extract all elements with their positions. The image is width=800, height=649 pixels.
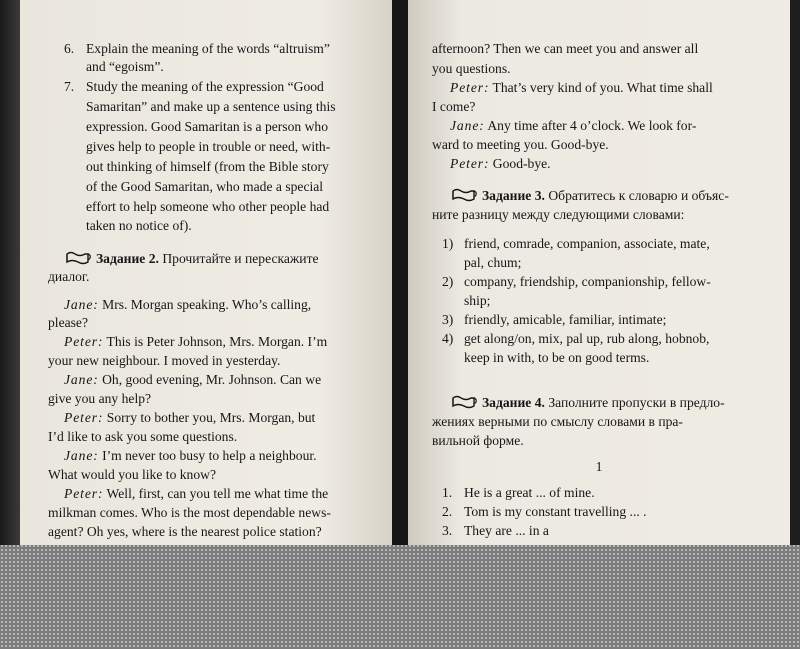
dialogue-line: your new neighbour. I moved in yesterday. — [48, 353, 281, 368]
task-2-instruction: Прочитайте и перескажите — [162, 251, 319, 266]
left-book-edge — [0, 0, 20, 545]
list-item-number: 3. — [442, 523, 453, 538]
item-7-line: gives help to people in trouble or need, with- — [86, 139, 331, 154]
dialogue-line: give you any help? — [48, 391, 152, 406]
dialogue-line: Peter: Well, first, can you tell me what time the — [64, 486, 329, 501]
task-4-label: Задание 4. — [482, 395, 545, 410]
item-7-number: 7. — [64, 79, 75, 94]
dialogue-line: I’d like to ask you some questions. — [48, 429, 238, 444]
section-number: 1 — [595, 459, 603, 474]
task-3-heading — [450, 187, 729, 208]
task-3-label: Задание 3. — [482, 188, 545, 203]
right-page — [408, 0, 790, 545]
left-page — [20, 0, 392, 545]
list-item-number: 3) — [442, 312, 454, 327]
list-item-number: 4) — [442, 331, 454, 346]
task-4-instruction: Заполните пропуски в предло- — [548, 395, 725, 410]
dialogue-line: What would you like to know? — [48, 467, 217, 482]
dialogue-line: Peter: Good-bye. — [450, 156, 551, 171]
dialogue-line: Jane: Oh, good evening, Mr. Johnson. Can we — [64, 372, 322, 387]
list-item: keep in with, to be on good terms. — [464, 350, 650, 365]
task-2-heading — [64, 250, 319, 271]
task-4-heading — [450, 394, 725, 415]
item-7-line: expression. Good Samaritan is a person who — [86, 119, 328, 134]
item-7-line: of the Good Samaritan, who made a special — [86, 179, 324, 194]
task-2-instruction-line-2: диалог. — [48, 269, 90, 284]
list-item: He is a great ... of mine. — [464, 485, 595, 500]
task-4-instruction-line-2: жениях верными по смыслу словами в пра- — [432, 414, 683, 429]
item-6-number: 6. — [64, 41, 75, 56]
dialogue-line: Peter: Sorry to bother you, Mrs. Morgan, but — [64, 410, 316, 425]
task-2-label: Задание 2. — [96, 251, 159, 266]
list-item-number: 2) — [442, 274, 454, 289]
list-item-number: 1) — [442, 236, 454, 251]
item-7-line: out thinking of himself (from the Bible story — [86, 159, 329, 174]
list-item: Tom is my constant travelling ... . — [464, 504, 647, 519]
dialogue-line: Peter: That’s very kind of you. What time shall — [450, 80, 713, 95]
scroll-icon — [450, 395, 478, 415]
dialogue-line: Peter: This is Peter Johnson, Mrs. Morgan. I’m — [64, 334, 328, 349]
book-gutter — [392, 0, 408, 545]
dialogue-line: milkman comes. Who is the most dependable news- — [48, 505, 331, 520]
list-item: company, friendship, companionship, fellow- — [464, 274, 711, 289]
task-3-instruction-line-2: ните разницу между следующими словами: — [432, 207, 685, 222]
list-item: friendly, amicable, familiar, intimate; — [464, 312, 667, 327]
dialogue-line: please? — [48, 315, 88, 330]
list-item: friend, comrade, companion, associate, mate, — [464, 236, 710, 251]
scroll-icon — [450, 188, 478, 208]
item-7-line: Samaritan” and make up a sentence using this — [86, 99, 336, 114]
dialogue-line: Jane: Mrs. Morgan speaking. Who’s calling, — [64, 297, 312, 312]
dialogue-line: ward to meeting you. Good-bye. — [432, 137, 609, 152]
list-item-number: 1. — [442, 485, 453, 500]
task-3-instruction: Обратитесь к словарю и объяс- — [548, 188, 729, 203]
list-item: ship; — [464, 293, 491, 308]
dialogue-line: you questions. — [432, 61, 511, 76]
list-item: They are ... in a — [464, 523, 549, 538]
dialogue-line: Jane: Any time after 4 o’clock. We look for- — [450, 118, 697, 133]
task-4-instruction-line-3: вильной форме. — [432, 433, 524, 448]
list-item-number: 2. — [442, 504, 453, 519]
item-6-line-1: Explain the meaning of the words “altruism” — [86, 41, 330, 56]
dialogue-line: Jane: I’m never too busy to help a neighbour. — [64, 448, 317, 463]
dialogue-line: agent? Oh yes, where is the nearest police station? — [48, 524, 322, 539]
dialogue-line: afternoon? Then we can meet you and answer all — [432, 41, 699, 56]
right-book-edge — [790, 0, 800, 545]
item-7-line: effort to help someone who other people had — [86, 199, 330, 214]
list-item: pal, chum; — [464, 255, 522, 270]
item-7-line: Study the meaning of the expression “Good — [86, 79, 324, 94]
item-6-line-2: and “egoism”. — [86, 59, 164, 74]
dialogue-line: I come? — [432, 99, 476, 114]
list-item: get along/on, mix, pal up, rub along, hobnob, — [464, 331, 710, 346]
item-7-line: taken no notice of). — [86, 218, 192, 233]
